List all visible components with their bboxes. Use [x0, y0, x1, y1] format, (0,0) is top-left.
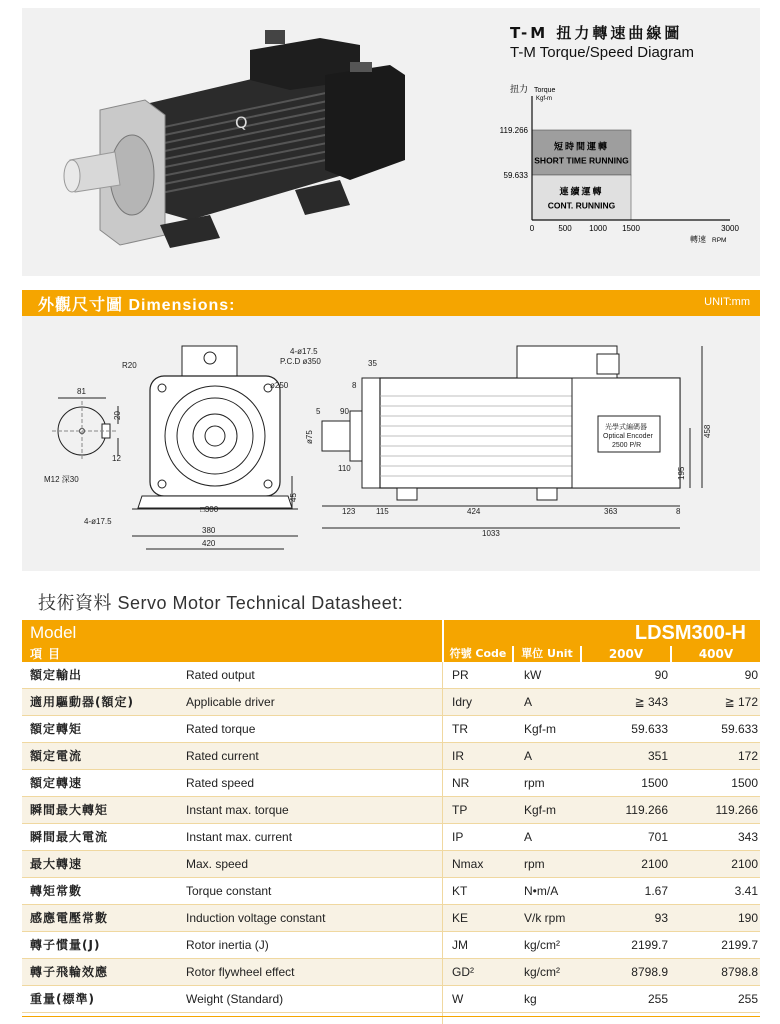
col-item: 項目 [22, 646, 442, 662]
value-400v: 1500 [731, 776, 758, 790]
symbol-cell: TR [452, 722, 468, 736]
encoder-label-pr: 2500 P/R [612, 442, 642, 449]
dim-pcd: P.C.D ø350 [280, 357, 321, 366]
item-name-cn: 適用驅動器(額定) [30, 695, 134, 709]
table-row [22, 716, 760, 743]
dim-380: 380 [202, 526, 216, 535]
col-unit: 單位 Unit [514, 646, 580, 662]
item-name-en: Max. speed [186, 857, 249, 871]
table-row [22, 986, 760, 1013]
dim-195: 195 [677, 466, 686, 480]
value-400v: 2199.7 [721, 938, 758, 952]
unit-cell: rpm [524, 776, 545, 790]
item-name-cn: 額定轉速 [30, 776, 83, 790]
dim-363: 363 [604, 507, 618, 516]
dim-hole-a: 4-ø17.5 [290, 347, 318, 356]
flange-front-view [132, 346, 298, 549]
value-200v: 1.67 [644, 884, 668, 898]
tm-title-en: T-M Torque/Speed Diagram [510, 44, 694, 61]
value-200v: 8798.9 [631, 965, 668, 979]
value-400v: 8798.8 [721, 965, 758, 979]
dim-r20: R20 [122, 361, 137, 370]
dim-8b: 8 [676, 507, 681, 516]
dimensions-title: 外觀尺寸圖 Dimensions: [38, 297, 236, 314]
table-row [22, 770, 760, 797]
value-400v: 190 [737, 911, 758, 925]
item-name-en: Rated output [186, 668, 255, 682]
value-200v: 701 [647, 830, 668, 844]
item-name-cn: 額定轉矩 [30, 722, 83, 736]
symbol-cell: NR [452, 776, 470, 790]
column-header-row [22, 646, 760, 662]
value-400v: 90 [744, 668, 758, 682]
item-name-cn: 最大轉速 [30, 857, 83, 871]
value-200v: 93 [654, 911, 668, 925]
symbol-cell: JM [452, 938, 468, 952]
symbol-cell: TP [452, 803, 468, 817]
item-name-en: Applicable driver [186, 695, 275, 709]
value-200v: 255 [647, 992, 668, 1006]
symbol-cell: Nmax [452, 857, 484, 871]
table-row [22, 932, 760, 959]
unit-cell: A [524, 695, 533, 709]
dimensions-unit: UNIT:mm [704, 296, 750, 308]
dim-115: 115 [376, 507, 389, 516]
table-row [22, 905, 760, 932]
dim-81: 81 [77, 387, 86, 396]
value-200v: 1500 [641, 776, 668, 790]
servo-motor-image [60, 20, 420, 250]
svg-text:Q: Q [235, 113, 248, 132]
dim-110: 110 [338, 464, 351, 473]
item-name-en: Induction voltage constant [186, 911, 326, 925]
dimension-drawing [22, 316, 760, 571]
item-name-en: Rotor flywheel effect [186, 965, 295, 979]
table-row [22, 662, 760, 689]
value-200v: 90 [654, 668, 668, 682]
x-tick-label: 3000 [721, 224, 739, 233]
y-unit: Kgf-m [536, 96, 553, 102]
item-name-cn: 轉矩常數 [30, 884, 83, 898]
unit-cell: kg/cm² [524, 938, 560, 952]
x-tick-label: 1500 [622, 224, 640, 233]
dim-12: 12 [112, 454, 121, 463]
item-name-cn: 轉子慣量(J) [30, 938, 101, 952]
datasheet-heading: 技術資料 Servo Motor Technical Datasheet: [38, 593, 404, 613]
value-400v: 2100 [731, 857, 758, 871]
symbol-cell: IP [452, 830, 464, 844]
dim-90: 90 [340, 407, 349, 416]
table-row [22, 851, 760, 878]
region-label-en: CONT. RUNNING [547, 200, 616, 211]
item-name-cn: 重量(標準) [30, 992, 95, 1006]
dimensions-panel [22, 316, 760, 571]
table-row [22, 878, 760, 905]
x-label-cn: 轉速 [690, 235, 706, 244]
tm-title-cn: T-M 扭力轉速曲線圖 [510, 24, 683, 42]
dim-45: 45 [289, 493, 298, 502]
symbol-cell: W [452, 992, 464, 1006]
item-name-en: Torque constant [186, 884, 272, 898]
unit-cell: Kgf-m [524, 803, 557, 817]
item-name-cn: 額定電流 [30, 749, 83, 763]
value-400v: ≧ 172 [724, 695, 758, 709]
encoder-label-cn: 光學式編碼器 [605, 424, 647, 431]
dim-75: ø75 [305, 430, 314, 444]
dim-1033: 1033 [482, 529, 500, 538]
item-name-en: Rated current [186, 749, 259, 763]
model-label: Model [22, 620, 442, 646]
region-1 [532, 175, 631, 220]
x-label-en: RPM [712, 237, 727, 244]
value-400v: 3.41 [734, 884, 758, 898]
item-name-en: Instant max. torque [186, 803, 289, 817]
col-400v: 400V [672, 646, 760, 662]
shaft-end-view [52, 398, 118, 461]
item-name-cn: 額定輸出 [30, 668, 83, 682]
symbol-cell: KE [452, 911, 469, 925]
item-name-en: Rated torque [186, 722, 256, 736]
value-400v: 255 [737, 992, 758, 1006]
dim-20: 20 [113, 411, 122, 420]
x-tick-label: 500 [558, 224, 572, 233]
x-tick-label: 1000 [589, 224, 607, 233]
dim-hole-b: 4-ø17.5 [84, 517, 112, 526]
value-200v: 2100 [641, 857, 668, 871]
table-row [22, 689, 760, 716]
y-label-cn: 扭力 [510, 85, 529, 95]
encoder-label-en: Optical Encoder [603, 433, 653, 440]
table-row [22, 743, 760, 770]
value-400v: 119.266 [715, 803, 758, 817]
y-tick-label: 119.266 [499, 126, 528, 135]
dim-8: 8 [352, 381, 357, 390]
item-name-cn: 轉子飛輪效應 [30, 965, 109, 979]
dim-5: 5 [316, 407, 321, 416]
region-label-cn: 連續運轉 [559, 187, 604, 198]
unit-cell: Kgf-m [524, 722, 557, 736]
value-200v: 351 [647, 749, 668, 763]
unit-cell: N•m/A [524, 884, 559, 898]
model-header-row [22, 620, 760, 646]
dim-sq300: □300 [200, 505, 219, 514]
unit-cell: V/k rpm [524, 911, 566, 925]
value-400v: 59.633 [721, 722, 758, 736]
col-symbol: 符號 Code [444, 646, 512, 662]
dimensions-header [22, 290, 760, 316]
item-name-en: Weight (Standard) [186, 992, 284, 1006]
unit-cell: rpm [524, 857, 545, 871]
item-name-en: Instant max. current [186, 830, 293, 844]
bottom-rule [22, 1016, 760, 1017]
value-200v: 2199.7 [631, 938, 668, 952]
item-name-cn: 感應電壓常數 [30, 911, 109, 925]
table-row [22, 824, 760, 851]
region-label-en: SHORT TIME RUNNING [534, 155, 629, 166]
item-name-cn: 瞬間最大電流 [30, 830, 109, 844]
symbol-cell: KT [452, 884, 468, 898]
dim-250: ø250 [270, 381, 289, 390]
dim-m12: M12 深30 [44, 475, 79, 484]
torque-speed-chart [480, 78, 750, 258]
item-name-en: Rated speed [186, 776, 255, 790]
symbol-cell: Idry [452, 695, 473, 709]
value-400v: 343 [737, 830, 758, 844]
dim-123: 123 [342, 507, 356, 516]
region-0 [532, 130, 631, 175]
unit-cell: A [524, 749, 533, 763]
model-name: LDSM300-H [444, 620, 760, 646]
unit-cell: kW [524, 668, 542, 682]
value-400v: 172 [737, 749, 758, 763]
item-name-cn: 瞬間最大轉矩 [30, 803, 109, 817]
symbol-cell: GD² [452, 965, 474, 979]
value-200v: 59.633 [631, 722, 668, 736]
region-label-cn: 短時間運轉 [553, 142, 610, 153]
dim-424: 424 [467, 507, 481, 516]
y-label-en: Torque [534, 87, 556, 94]
col-200v: 200V [582, 646, 670, 662]
item-name-en: Rotor inertia (J) [186, 938, 269, 952]
unit-cell: kg [524, 992, 537, 1006]
dim-420: 420 [202, 539, 216, 548]
column-divider [442, 662, 443, 1024]
symbol-cell: PR [452, 668, 469, 682]
x-tick-label: 0 [529, 224, 535, 233]
table-row [22, 797, 760, 824]
unit-cell: kg/cm² [524, 965, 560, 979]
value-200v: ≧ 343 [634, 695, 668, 709]
dim-458: 458 [703, 424, 712, 438]
y-tick-label: 59.633 [503, 171, 528, 180]
table-row [22, 959, 760, 986]
unit-cell: A [524, 830, 533, 844]
symbol-cell: IR [452, 749, 464, 763]
value-200v: 119.266 [625, 803, 668, 817]
dim-35: 35 [368, 359, 377, 368]
